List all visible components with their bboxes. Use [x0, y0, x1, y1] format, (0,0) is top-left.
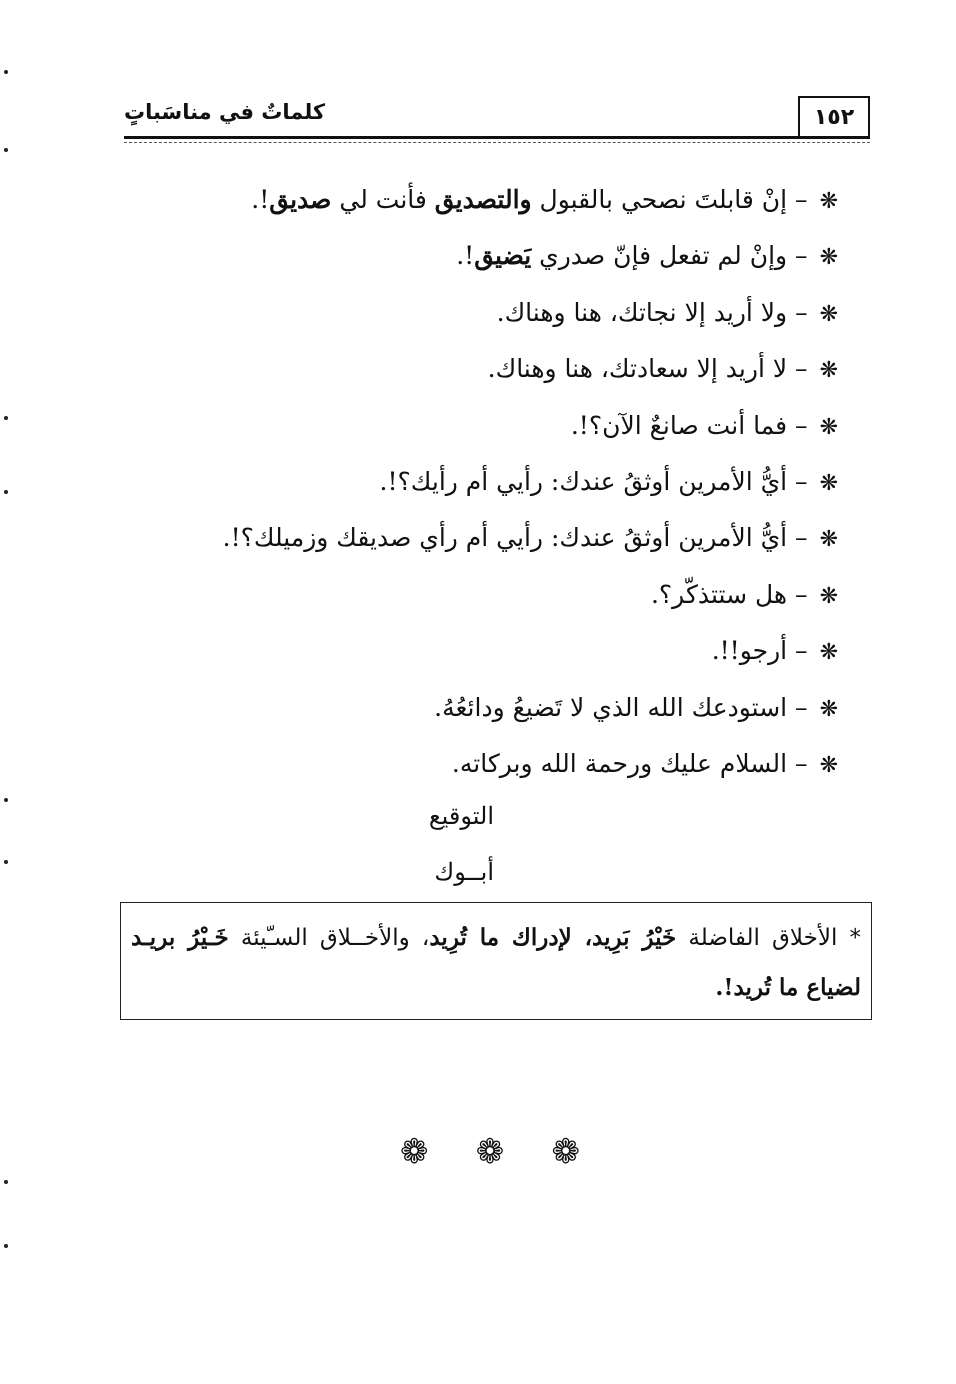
bullet-star-icon: ❋	[819, 752, 838, 778]
bullet-star-icon: ❋	[819, 245, 838, 271]
header-rule-dashed	[124, 142, 870, 143]
line-text: – وإنْ لم تفعل فإنّ صدري	[531, 241, 808, 271]
footnote-emphasis: خَـيْرُ بريـد لضياع ما تُريد	[131, 924, 861, 1001]
letter-line	[178, 516, 838, 572]
footnote-box	[120, 902, 872, 1020]
footnote-star: *	[837, 925, 862, 951]
bullet-star-icon: ❋	[819, 527, 838, 553]
bullet-star-icon: ❋	[819, 696, 838, 722]
letter-line	[178, 291, 838, 347]
line-text: !.	[251, 185, 270, 214]
footnote-end: !.	[715, 974, 734, 1001]
margin-mark	[4, 798, 8, 802]
footnote-text: ، والأخــلاق السـّيئة	[228, 925, 430, 951]
page-number: ١٥٢	[798, 96, 870, 136]
bullet-star-icon: ❋	[819, 640, 838, 666]
page-header	[124, 96, 870, 144]
line-text: !.	[456, 241, 475, 271]
bullet-star-icon: ❋	[819, 470, 838, 496]
margin-mark	[4, 860, 8, 864]
flower-ornament-icon: ❁	[551, 1132, 580, 1172]
bullet-star-icon: ❋	[819, 189, 838, 214]
line-text: – هل ستتذكّر؟.	[650, 579, 808, 609]
line-text: – السلام عليك ورحمة الله وبركاته.	[451, 748, 808, 778]
margin-mark	[4, 70, 8, 74]
flower-ornament-icon: ❁	[400, 1132, 429, 1172]
margin-mark	[4, 416, 8, 420]
letter-line	[178, 347, 838, 403]
signature-name: أبــوك	[434, 858, 494, 886]
letter-line	[178, 460, 838, 516]
bullet-star-icon: ❋	[819, 301, 838, 327]
letter-line	[178, 404, 838, 460]
footnote-text: الأخلاق الفاضلة	[676, 925, 838, 951]
line-text: – ولا أريد إلا نجاتك، هنا وهناك.	[496, 297, 808, 327]
header-rule	[124, 136, 870, 139]
letter-line	[178, 178, 838, 234]
signature-label: التوقيع	[428, 802, 494, 830]
running-title: كلماتٌ في مناسَباتٍ	[124, 100, 326, 124]
line-text: – أيُّ الأمرين أوثقُ عندك: رأيي أم رأيك؟!.	[379, 466, 808, 496]
line-text: – لا أريد إلا سعادتك، هنا وهناك.	[487, 354, 808, 384]
letter-line	[178, 686, 838, 742]
line-text: – استودعك الله الذي لا تَضيعُ ودائعُهُ.	[434, 692, 808, 722]
line-emphasis: صديق	[269, 185, 332, 214]
line-text: – أيُّ الأمرين أوثقُ عندك: رأيي أم رأي صديقك وزميلك؟!.	[222, 523, 808, 553]
letter-line	[178, 234, 838, 290]
flower-ornament-icon: ❁	[475, 1132, 505, 1172]
margin-mark	[4, 1244, 8, 1248]
footnote-emphasis: خَيْرُ بَرِيد، لإدراك ما تُرِيد	[429, 924, 677, 951]
bullet-star-icon: ❋	[819, 414, 838, 440]
line-text: – إنْ قابلتَ نصحي بالقبول	[531, 185, 808, 214]
line-text: – أرجو!!.	[711, 636, 808, 666]
bullet-star-icon: ❋	[819, 358, 838, 384]
letter-line	[178, 629, 838, 685]
line-emphasis: والتصديق	[434, 185, 532, 214]
letter-line	[178, 573, 838, 629]
line-text: – فما أنت صانعٌ الآن؟!.	[570, 410, 808, 440]
line-emphasis: يَضيق	[474, 241, 532, 271]
margin-mark	[4, 148, 8, 152]
bullet-star-icon: ❋	[819, 583, 838, 609]
letter-line	[178, 742, 838, 798]
margin-mark	[4, 1180, 8, 1184]
margin-mark	[4, 490, 8, 494]
section-ornaments	[400, 1132, 580, 1172]
line-text: فأنت لي	[331, 185, 435, 214]
letter-lines	[178, 178, 838, 798]
